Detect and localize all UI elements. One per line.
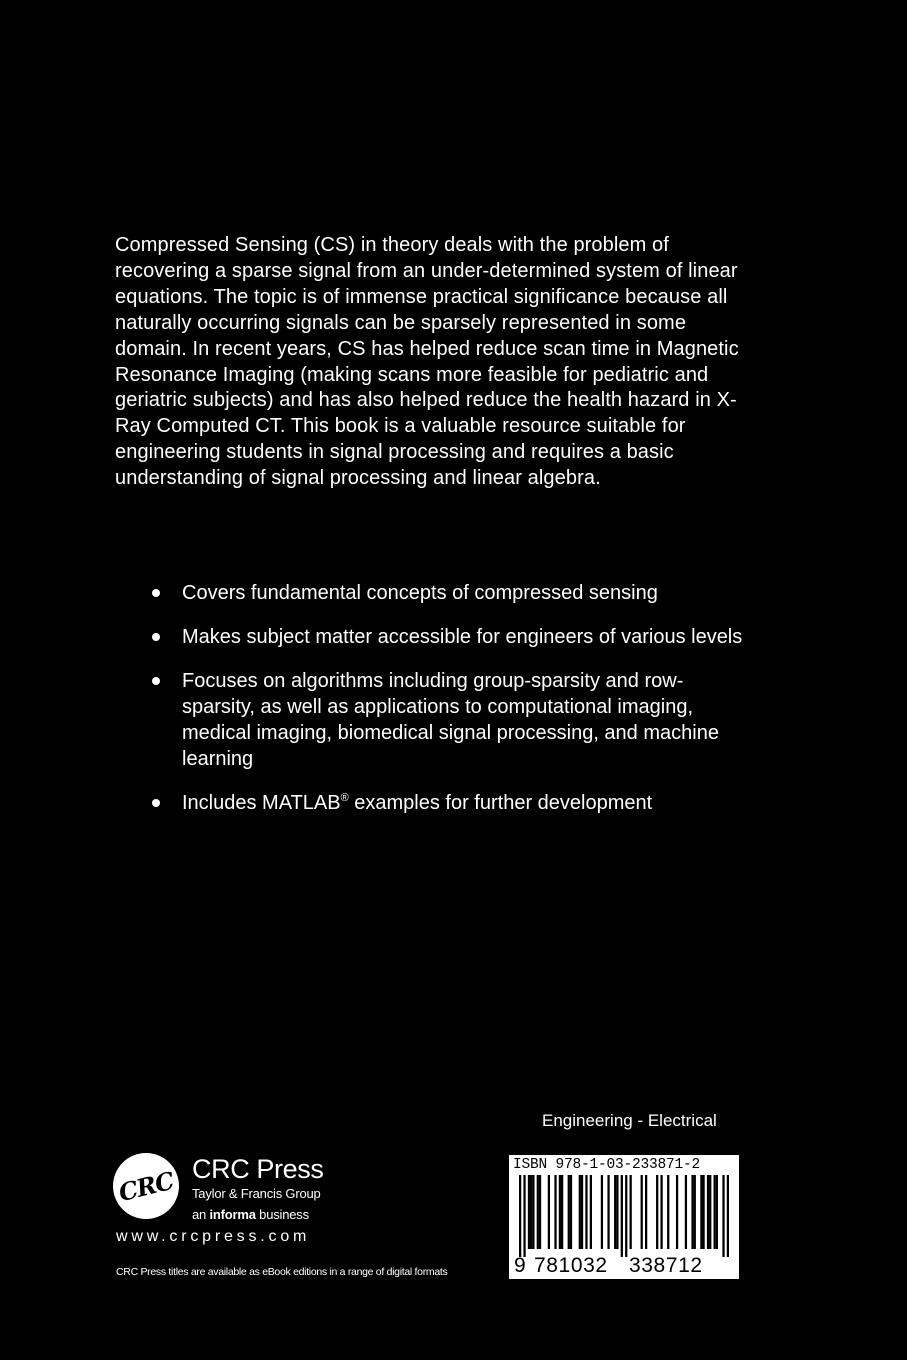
barcode-guard-bar [722, 1175, 724, 1257]
barcode-bar [685, 1175, 687, 1249]
barcode-bar [667, 1175, 669, 1249]
registered-mark: ® [340, 792, 349, 804]
crc-logo-text: CRC [115, 1165, 177, 1208]
barcode-bar [539, 1175, 541, 1249]
barcode-bar [570, 1175, 572, 1249]
isbn-label: ISBN 978-1-03-233871-2 [513, 1157, 701, 1173]
barcode-bar [528, 1175, 530, 1249]
barcode-bar [630, 1175, 632, 1249]
isbn-barcode [509, 1155, 739, 1279]
barcode-icon [519, 1175, 729, 1257]
barcode-guard-bar [523, 1175, 525, 1257]
barcode-bar [579, 1175, 581, 1249]
barcode-bar [660, 1175, 662, 1249]
barcode-bar [714, 1175, 716, 1249]
barcode-bar [568, 1175, 570, 1249]
bullet-icon [152, 799, 160, 807]
barcode-bar [561, 1175, 563, 1249]
barcode-bar [581, 1175, 583, 1249]
barcode-bar [607, 1175, 609, 1249]
barcode-bar [590, 1175, 592, 1249]
feature-item [152, 580, 752, 606]
barcode-bar [694, 1175, 696, 1249]
barcode-bar [614, 1175, 616, 1249]
publisher-block [113, 1152, 473, 1292]
barcode-bar [601, 1175, 603, 1249]
barcode-bar [532, 1175, 534, 1249]
barcode-digits-left: 781032 [534, 1254, 608, 1277]
barcode-guard-bar [621, 1175, 623, 1257]
informa-suffix: business [255, 1207, 309, 1222]
publisher-url[interactable]: www.crcpress.com [116, 1228, 311, 1245]
feature-text-rest: examples for further development [348, 792, 653, 814]
barcode-bar [707, 1175, 709, 1249]
barcode-bar [700, 1175, 702, 1249]
barcode-bar [709, 1175, 711, 1249]
ebook-note: CRC Press titles are available as eBook editions in a range of digital formats [116, 1266, 448, 1278]
feature-text: Makes subject matter accessible for engineers of various levels [182, 626, 743, 648]
feature-text: Focuses on algorithms including group-sparsity and row-sparsity, as well as applications to computational imaging, medical imaging, biomedical signal processing, and machine learning [182, 670, 719, 770]
barcode-guard-bar [625, 1175, 627, 1257]
barcode-digit-first: 9 [514, 1254, 526, 1277]
barcode-bar [641, 1175, 643, 1249]
book-description: Compressed Sensing (CS) in theory deals with the problem of recovering a sparse signal from an under-determined system of linear equations. The topic is of immense practical significance because all naturally occurring signals can be sparsely represented in some domain. In recent years, CS has helped reduce scan time in Magnetic Resonance Imaging (making scans more feasible for pediatric and geriatric subjects) and has also helped reduce the health hazard in X-Ray Computed CT. This book is a valuable resource suitable for engineering students in signal processing and requires a basic understanding of signal processing and linear algebra. [115, 234, 739, 490]
barcode-digits-right: 338712 [629, 1254, 703, 1277]
barcode-bar [691, 1175, 693, 1249]
barcode-bar [548, 1175, 550, 1249]
barcode-bar [559, 1175, 561, 1249]
feature-text [182, 792, 652, 814]
feature-item [152, 790, 752, 816]
barcode-bar [702, 1175, 704, 1249]
informa-prefix: an [192, 1207, 210, 1222]
feature-text: Covers fundamental concepts of compressed sensing [182, 582, 658, 604]
barcode-bar [537, 1175, 539, 1249]
barcode-guard-bar [519, 1175, 521, 1257]
barcode-guard-bar [727, 1175, 729, 1257]
barcode-bar [645, 1175, 647, 1249]
barcode-bar [676, 1175, 678, 1249]
feature-item [152, 624, 752, 650]
barcode-bar [530, 1175, 532, 1249]
publisher-group: Taylor & Francis Group [192, 1186, 321, 1201]
feature-text-matlab: Includes MATLAB [182, 792, 341, 814]
crc-logo-icon [113, 1153, 179, 1219]
barcode-bar [656, 1175, 658, 1249]
feature-list [152, 580, 752, 834]
feature-item [152, 668, 752, 772]
barcode-bar [716, 1175, 718, 1249]
barcode-bar [616, 1175, 618, 1249]
informa-bold: informa [209, 1207, 256, 1222]
publisher-informa [192, 1207, 309, 1223]
subject-category: Engineering - Electrical [542, 1111, 717, 1130]
barcode-bar [585, 1175, 587, 1249]
bullet-icon [152, 633, 160, 641]
bullet-icon [152, 589, 160, 597]
bullet-icon [152, 677, 160, 685]
publisher-name: CRC Press [192, 1154, 324, 1184]
barcode-bar [554, 1175, 556, 1249]
